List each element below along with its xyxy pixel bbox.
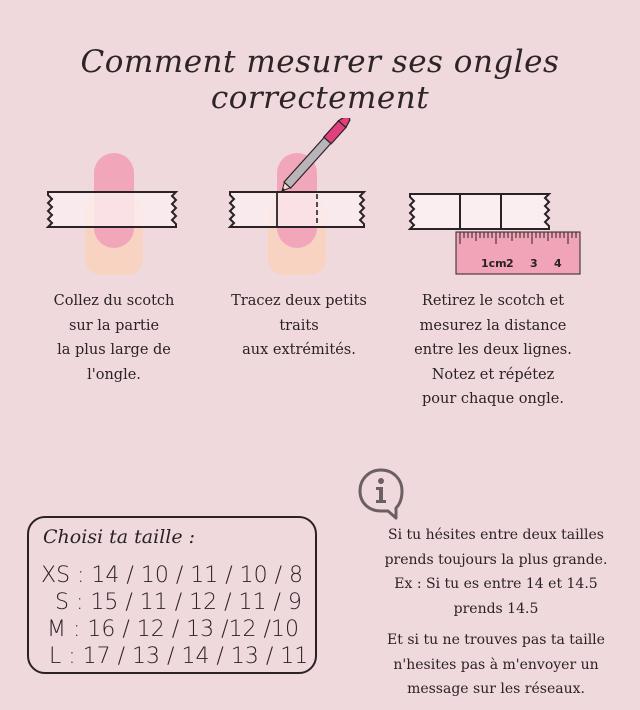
step1-line: l'ongle. [87,366,141,383]
step1-line: la plus large de [57,342,171,358]
ruler-label-3: 3 [530,257,538,270]
tape [230,192,364,227]
info-note-line: Ex : Si tu es entre 14 et 14.5 [394,576,598,592]
ruler-label-4: 4 [554,257,562,270]
step3-line: pour chaque ongle. [422,391,564,407]
step2-line: aux extrémités. [242,342,356,358]
size-chart-rows [41,562,309,670]
ruler-label-1cm: 1cm [481,257,507,270]
step3-line: Notez et répétez [431,366,555,383]
size-row-s: S : 15 / 11 / 12 / 11 / 9 [55,590,302,615]
info-note-2 [364,628,628,702]
info-note-line: prends 14.5 [453,600,539,617]
step3-line: Retirez le scotch et [421,293,565,309]
step3-caption [398,289,588,412]
step2-line: Tracez deux petits [231,293,367,309]
info-icon [356,466,406,520]
size-chart-box [27,516,317,674]
step1-line: Collez du scotch [53,293,175,309]
step2-caption [214,289,384,363]
info-note-line: Et si tu ne trouves pas ta taille [387,632,605,648]
size-row-m: M : 16 / 12 / 13 /12 /10 [47,617,299,642]
info-note-line: prends toujours la plus grande. [384,551,608,568]
step2-line: traits [279,317,319,334]
step3-line: mesurez la distance [419,317,567,334]
illustration-step2-marked-tape [226,118,376,278]
size-chart-title: Choisi ta taille : [43,526,196,548]
step3-line: entre les deux lignes. [414,342,572,358]
step1-line: sur la partie [68,317,160,334]
page-title: Comment mesurer ses ongles correctement [80,44,560,116]
illustration-step1-tape-on-nail [44,150,184,275]
info-note-line: Si tu hésites entre deux tailles [388,527,604,543]
tape [48,192,176,227]
tape [410,194,549,229]
illustration-step3-ruler [406,186,586,278]
info-note-1 [364,523,628,621]
ruler-label-2: 2 [506,257,514,270]
info-note-line: n'hesites pas à m'envoyer un [393,656,599,673]
size-row-l: L : 17 / 13 / 14 / 13 / 11 [49,644,309,669]
info-note-line: message sur les réseaux. [407,681,585,697]
size-row-xs: XS : 14 / 10 / 11 / 10 / 8 [41,563,304,588]
step1-caption [39,289,189,387]
